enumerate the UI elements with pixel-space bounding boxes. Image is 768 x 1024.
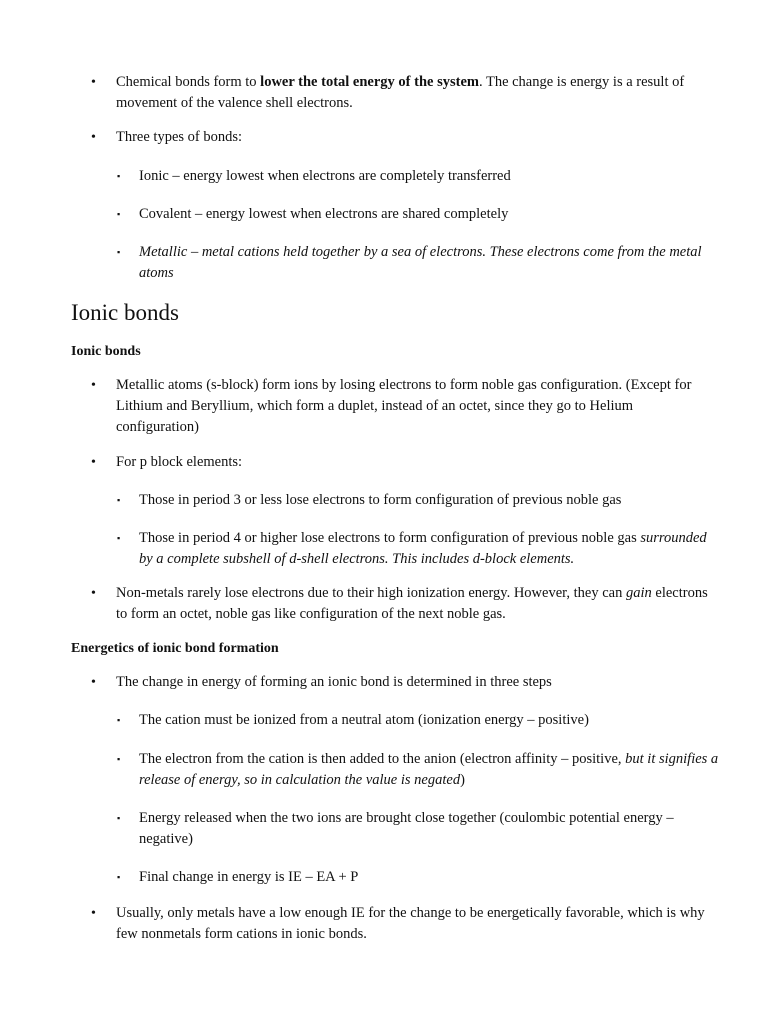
list-item-text: Three types of bonds: [116, 129, 243, 145]
sub-list-item-text: Ionic – energy lowest when electrons are completely transferred [139, 168, 511, 184]
sub-bullet-icon: ▪ [117, 247, 121, 257]
sub-bullet-icon: ▪ [117, 171, 121, 181]
sub-bullet-icon: ▪ [117, 715, 121, 725]
list-item-text: Usually, only metals have a low enough IE for the change to be energetically favorable, which is why few nonmetals form cations in ionic bonds. [116, 905, 705, 942]
sub-list-item-text: Final change in energy is IE – EA + P [139, 869, 359, 885]
sub-bullet-icon: ▪ [117, 209, 121, 219]
list-item-text: The change in energy of forming an ionic bond is determined in three steps [116, 674, 552, 690]
section-heading: Ionic bonds [71, 300, 179, 325]
sub-bullet-icon: ▪ [117, 872, 121, 882]
sub-list-item-text: Those in period 4 or higher lose electrons to form configuration of previous noble gas surrounded by a complete subshell of d-shell electrons. This includes d-block elements. [139, 530, 707, 567]
sub-list-item-text: Metallic – metal cations held together by a sea of electrons. These electrons come from the metal atoms [139, 244, 702, 281]
sub-list-item-text: Covalent – energy lowest when electrons are shared completely [139, 206, 509, 222]
list-item-text: For p block elements: [116, 454, 243, 470]
sub-bullet-icon: ▪ [117, 813, 121, 823]
bullet-icon: • [91, 378, 96, 393]
bullet-icon: • [91, 455, 96, 470]
bullet-icon: • [91, 75, 96, 90]
bullet-icon: • [91, 675, 96, 690]
bullet-icon: • [91, 586, 96, 601]
sub-list-item-text: Energy released when the two ions are brought close together (coulombic potential energy – negative) [139, 810, 674, 847]
sub-bullet-icon: ▪ [117, 495, 121, 505]
list-item-text: Metallic atoms (s-block) form ions by losing electrons to form noble gas configuration. (Except for Lithium and Beryllium, which form a duplet, instead of an octet, since they go to Helium configuration) [116, 377, 692, 435]
sub-bullet-icon: ▪ [117, 533, 121, 543]
sub-list-item-text: The electron from the cation is then added to the anion (electron affinity – positive, but it signifies a release of energy, so in calculation the value is negated) [139, 751, 719, 788]
sub-heading: Energetics of ionic bond formation [71, 641, 279, 656]
sub-list-item-text: The cation must be ionized from a neutral atom (ionization energy – positive) [139, 712, 589, 728]
bullet-icon: • [91, 130, 96, 145]
list-item-text: Non-metals rarely lose electrons due to their high ionization energy. However, they can gain electrons to form an octet, noble gas like configuration of the next noble gas. [116, 585, 708, 622]
sub-list-item-text: Those in period 3 or less lose electrons to form configuration of previous noble gas [139, 492, 622, 508]
sub-heading: Ionic bonds [71, 344, 141, 359]
list-item-text: Chemical bonds form to lower the total energy of the system. The change is energy is a result of movement of the valence shell electrons. [116, 74, 685, 111]
bullet-icon: • [91, 906, 96, 921]
sub-bullet-icon: ▪ [117, 754, 121, 764]
